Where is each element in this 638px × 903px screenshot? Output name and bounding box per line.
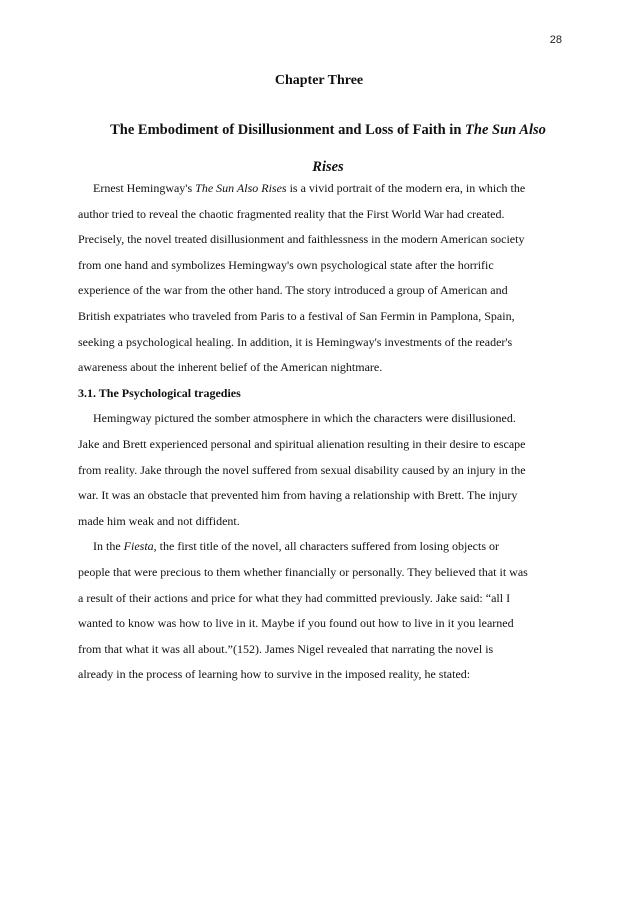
- chapter-title-book-part-1: The Sun Also: [465, 122, 546, 138]
- chapter-title: [78, 112, 578, 186]
- text-line: Hemingway pictured the somber atmosphere in which the characters were disillusioned.: [93, 411, 516, 426]
- text-line: a result of their actions and price for what they had committed previously. Jake said: “all I: [78, 590, 511, 605]
- text-line: Precisely, the novel treated disillusionment and faithlessness in the modern American society: [78, 232, 525, 247]
- text-line: from that what it was all about.”(152). James Nigel revealed that narrating the novel is: [78, 641, 494, 656]
- text-span: , the first title of the novel, all characters suffered from losing objects or: [153, 539, 499, 554]
- text-line: Jake and Brett experienced personal and spiritual alienation resulting in their desire to escape: [78, 436, 526, 451]
- paragraph-2: [78, 406, 565, 534]
- body-text: [78, 176, 565, 688]
- page-number: 28: [549, 34, 562, 46]
- chapter-title-book-part-2: Rises: [312, 159, 344, 175]
- text-line: seeking a psychological healing. In addition, it is Hemingway's investments of the reader's: [78, 334, 513, 349]
- text-line: war. It was an obstacle that prevented him from having a relationship with Brett. The injury: [78, 488, 518, 503]
- paragraph-3: [78, 534, 565, 688]
- text-line: already in the process of learning how to survive in the imposed reality, he stated:: [78, 667, 471, 682]
- text-span: In the: [93, 539, 124, 554]
- paragraph-1: [78, 176, 565, 381]
- chapter-title-text: The Embodiment of Disillusionment and Loss of Faith in: [110, 122, 466, 138]
- text-line: [78, 176, 565, 202]
- text-line: awareness about the inherent belief of the American nightmare.: [78, 360, 383, 375]
- text-line: made him weak and not diffident.: [78, 513, 240, 528]
- title-italic: Fiesta: [123, 539, 154, 554]
- text-line: from reality. Jake through the novel suffered from sexual disability caused by an injury in the: [78, 462, 526, 477]
- section-heading: 3.1. The Psychological tragedies: [78, 385, 241, 400]
- text-line: people that were precious to them whether financially or personally. They believed that it was: [78, 564, 528, 579]
- text-line: experience of the war from the other hand. The story introduced a group of American and: [78, 283, 508, 298]
- text-line: [78, 534, 565, 560]
- text-span: Ernest Hemingway's: [93, 181, 196, 195]
- text-line: author tried to reveal the chaotic fragmented reality that the First World War had created.: [78, 206, 505, 221]
- text-line: wanted to know was how to live in it. Maybe if you found out how to live in it you learned: [78, 616, 514, 631]
- chapter-label: Chapter Three: [274, 73, 364, 88]
- text-span: is a vivid portrait of the modern era, in which the: [286, 181, 526, 195]
- text-line: from one hand and symbolizes Hemingway's own psychological state after the horrific: [78, 257, 494, 272]
- text-line: British expatriates who traveled from Paris to a festival of San Fermin in Pamplona, Spain,: [78, 308, 515, 323]
- book-title-italic: The Sun Also Rises: [195, 181, 287, 195]
